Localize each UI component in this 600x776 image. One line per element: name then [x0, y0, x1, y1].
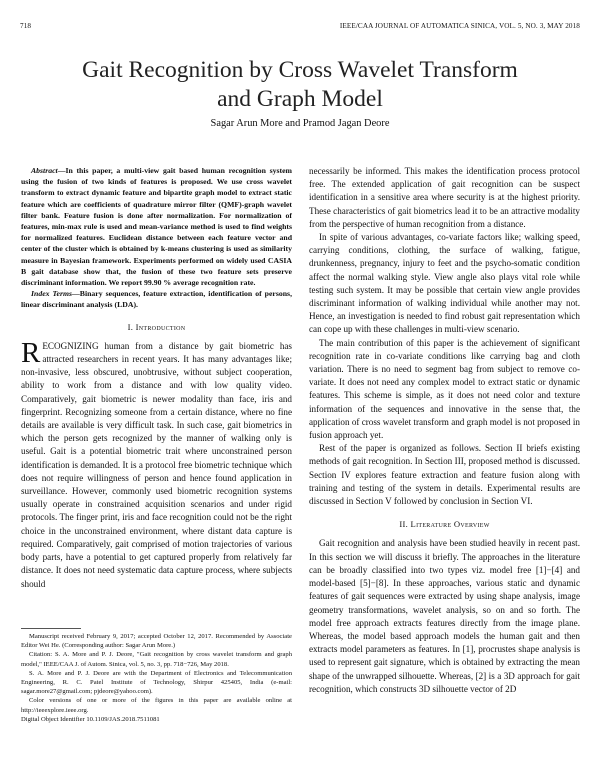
paragraph-covariates: In spite of various advantages, co-variate factors like; walking speed, carrying conditions, clothing, the surface of walking, fatigue, drunkenness, pregnancy, injury to feet and the psycho-somatic condition affect the normal walking style. View angle also plays vital role while testing such system. It may be possible that certain view angle provides discriminant information of walking individual while another may not. Hence, an investigation is needed to find robust gait representation which can cope up with these challenges in multi-view scenario. — [309, 232, 580, 335]
index-terms-label: Index Terms — [31, 289, 73, 299]
paper-title — [20, 56, 580, 114]
title-line-2: and Graph Model — [217, 86, 383, 112]
index-terms-text: —Binary sequences, feature extraction, identification of persons, linear discriminant analysis (LDA). — [21, 289, 293, 310]
paragraph-contribution: The main contribution of this paper is the achievement of significant recognition rate in co-variate conditions like carrying bag and cloth variation. There is no need to segment bag from subject to remove co-variate. It does not need any complex model to extract static or dynamic features. This scheme is simple, as it does not need color and texture information of the sequences and innovative in the sense that, the application of cross wavelet transform and graph model is not proposed in fusion approach yet. — [309, 337, 580, 441]
footnote-rule — [21, 628, 81, 629]
right-column — [309, 165, 580, 696]
abstract — [21, 165, 292, 288]
drop-cap: R — [21, 336, 41, 369]
footnote-manuscript: Manuscript received February 9, 2017; accepted October 12, 2017. Recommended by Associate Editor Wei He. (Corresponding author: Sagar Arun More.) — [21, 633, 292, 650]
page-number: 718 — [20, 22, 32, 30]
journal-header: IEEE/CAA JOURNAL OF AUTOMATICA SINICA, VOL. 5, NO. 3, MAY 2018 — [339, 22, 580, 30]
left-column — [21, 165, 292, 591]
section-heading-literature: II. Literature Overview — [399, 519, 490, 530]
footnote-color-versions: Color versions of one or more of the figures in this paper are available online at http://ieeexplore.ieee.org. — [21, 697, 292, 714]
paragraph-organization: Rest of the paper is organized as follows. Section II briefs existing methods of gait recognition. In Section III, proposed method is discussed. Section IV explores feature extraction and feature fusion along with training and testing of the system in details. Experimental results are discussed in Section V followed by conclusion in Section VI. — [309, 443, 580, 507]
footnote-doi: Digital Object Identifier 10.1109/JAS.2018.7511081 — [21, 715, 160, 723]
paragraph-continued: necessarily be informed. This makes the identification process protocol free. The extended application of gait recognition can be suspect identification in a sensitive area where security is at the highest priority. These characteristics of gait biometrics lead it to be an attractive modality from the perspective of human recognition from a distance. — [309, 166, 580, 229]
abstract-text: —In this paper, a multi-view gait based human recognition system using the fusion of two kinds of features is proposed. We use cross wavelet transform to extract dynamic feature and bipartite graph model to extract static feature which are coefficients of quadrature mirror filter (QMF)-graph wavelet filter bank. Feature fusion is done after normalization. For normalization of features, min-max rule is used and mean-variance method is used to find weights for normalized features. Euclidean distance between each feature vector and center of the cluster which is obtained by k-means clustering is used as similarity measure in Bayesian framework. Experiments performed on widely used CASIA B gait database show that, the fusion of these two feature sets preserve discriminant information. We report 99.90 % average recognition rate. — [21, 166, 292, 288]
intro-paragraph — [21, 336, 292, 591]
footnote-citation: Citation: S. A. More and P. J. Deore, "Gait recognition by cross wavelet transform and graph model," IEEE/CAA J. of Autom. Sinica, vol. 5, no. 3, pp. 718−726, May 2018. — [21, 651, 292, 668]
abstract-label: Abstract — [31, 166, 58, 175]
authors: Sagar Arun More and Pramod Jagan Deore — [210, 118, 390, 129]
footnotes — [21, 628, 292, 724]
section-heading-introduction: I. Introduction — [127, 321, 186, 332]
title-line-1: Gait Recognition by Cross Wavelet Transform — [82, 57, 518, 83]
intro-text: ECOGNIZING human from a distance by gait biometric has attracted researchers in recent years. It has many advantages like; non-invasive, less obscured, unobtrusive, without subject cooperation, ability to work from a distance and with low quality video. Comparatively, gait biometric is newer modality than face, iris and fingerprint. Recognizing someone from a certain distance, where no fine details are available is very difficult task. In such case, gait biometrics in which the person gets recognized by the manner of walking only is useful. Gait is a potential biometric trait where unconstrained person identification is demanded. It is a protocol free biometric technique which does not require willingness of person and hence found application in surveillance. However, commonly used biometric recognition systems usually operate in constrained acquisition scenarios and under rigid protocols. The finger print, iris and face recognition could not be the right choice in the unconstrained environment, where distant data capture is required. Comparatively, gait comprised of motion trajectories of various body parts, have a potential to get captured properly from relatively far distance. It does not need systematic data capture process, where subjects should — [21, 340, 292, 589]
index-terms — [21, 288, 292, 310]
paragraph-literature: Gait recognition and analysis have been studied heavily in recent past. In this section we will discuss it briefly. The approaches in the literature can be broadly classified into two types viz. model free [1]−[4] and model-based [5]−[8]. In these approaches, various static and dynamic features of gait sequences were extracted by using shape analysis, image geometry transformations, wavelet analysis, so on and so forth. The model free approach extracts features directly from the image plane. Whereas, the model based approach models the human gait and then extracts model parameters as features. In [1], procrustes shape analysis is used to represent gait signature, which is obtained by extracting the mean shape of the unwrapped silhouette. Whereas, [2] is a 3D approach for gait recognition, which constructs 3D silhouette vector of 2D — [309, 538, 580, 694]
footnote-affiliation: S. A. More and P. J. Deore are with the Department of Electronics and Telecommunication Engineering, R. C. Patel Institute of Technology, Shirpur 425405, India (e-mail: sagar.more27@gmail.com; pjdeore@yahoo.com). — [21, 669, 292, 696]
